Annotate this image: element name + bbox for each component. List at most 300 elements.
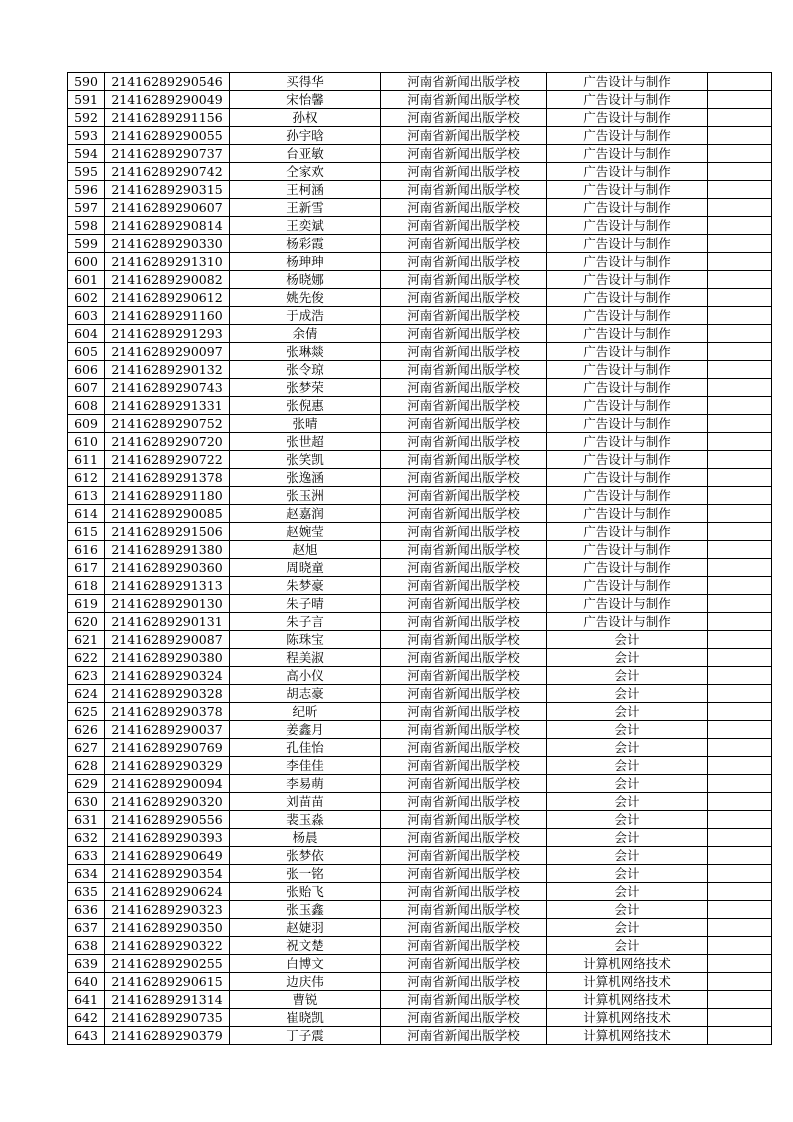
- row-number-cell: 593: [68, 127, 105, 145]
- exam-id-cell: 21416289291331: [105, 397, 230, 415]
- major-cell: 会计: [547, 667, 708, 685]
- empty-cell: [708, 703, 772, 721]
- table-row: [68, 703, 772, 721]
- empty-cell: [708, 721, 772, 739]
- major-cell: 会计: [547, 937, 708, 955]
- row-number-cell: 598: [68, 217, 105, 235]
- student-name-cell: 白博文: [230, 955, 381, 973]
- exam-id-cell: 21416289291506: [105, 523, 230, 541]
- school-cell: 河南省新闻出版学校: [381, 361, 547, 379]
- row-number-cell: 590: [68, 73, 105, 91]
- major-cell: 广告设计与制作: [547, 613, 708, 631]
- row-number-cell: 641: [68, 991, 105, 1009]
- exam-id-cell: 21416289290320: [105, 793, 230, 811]
- exam-id-cell: 21416289290094: [105, 775, 230, 793]
- empty-cell: [708, 1027, 772, 1045]
- exam-id-cell: 21416289290322: [105, 937, 230, 955]
- student-name-cell: 陈珠宝: [230, 631, 381, 649]
- row-number-cell: 614: [68, 505, 105, 523]
- exam-id-cell: 21416289291180: [105, 487, 230, 505]
- empty-cell: [708, 739, 772, 757]
- row-number-cell: 635: [68, 883, 105, 901]
- school-cell: 河南省新闻出版学校: [381, 595, 547, 613]
- major-cell: 广告设计与制作: [547, 235, 708, 253]
- exam-id-cell: 21416289290722: [105, 451, 230, 469]
- school-cell: 河南省新闻出版学校: [381, 883, 547, 901]
- student-name-cell: 张倪惠: [230, 397, 381, 415]
- student-name-cell: 余倩: [230, 325, 381, 343]
- student-name-cell: 孙权: [230, 109, 381, 127]
- school-cell: 河南省新闻出版学校: [381, 253, 547, 271]
- table-row: [68, 1009, 772, 1027]
- student-name-cell: 姜鑫月: [230, 721, 381, 739]
- table-row: [68, 289, 772, 307]
- school-cell: 河南省新闻出版学校: [381, 541, 547, 559]
- table-row: [68, 919, 772, 937]
- empty-cell: [708, 127, 772, 145]
- student-name-cell: 朱子言: [230, 613, 381, 631]
- school-cell: 河南省新闻出版学校: [381, 631, 547, 649]
- empty-cell: [708, 487, 772, 505]
- school-cell: 河南省新闻出版学校: [381, 973, 547, 991]
- table-row: [68, 181, 772, 199]
- student-name-cell: 张令琼: [230, 361, 381, 379]
- empty-cell: [708, 145, 772, 163]
- school-cell: 河南省新闻出版学校: [381, 1009, 547, 1027]
- row-number-cell: 616: [68, 541, 105, 559]
- exam-id-cell: 21416289290380: [105, 649, 230, 667]
- school-cell: 河南省新闻出版学校: [381, 289, 547, 307]
- school-cell: 河南省新闻出版学校: [381, 325, 547, 343]
- student-name-cell: 曹锐: [230, 991, 381, 1009]
- exam-id-cell: 21416289290324: [105, 667, 230, 685]
- table-row: [68, 451, 772, 469]
- student-name-cell: 杨晨: [230, 829, 381, 847]
- empty-cell: [708, 937, 772, 955]
- student-name-cell: 胡志豪: [230, 685, 381, 703]
- school-cell: 河南省新闻出版学校: [381, 271, 547, 289]
- row-number-cell: 637: [68, 919, 105, 937]
- table-row: [68, 595, 772, 613]
- table-row: [68, 667, 772, 685]
- row-number-cell: 602: [68, 289, 105, 307]
- major-cell: 会计: [547, 649, 708, 667]
- exam-id-cell: 21416289290607: [105, 199, 230, 217]
- empty-cell: [708, 271, 772, 289]
- table-row: [68, 91, 772, 109]
- row-number-cell: 638: [68, 937, 105, 955]
- empty-cell: [708, 199, 772, 217]
- major-cell: 计算机网络技术: [547, 955, 708, 973]
- exam-id-cell: 21416289290354: [105, 865, 230, 883]
- school-cell: 河南省新闻出版学校: [381, 721, 547, 739]
- school-cell: 河南省新闻出版学校: [381, 847, 547, 865]
- school-cell: 河南省新闻出版学校: [381, 685, 547, 703]
- empty-cell: [708, 883, 772, 901]
- empty-cell: [708, 847, 772, 865]
- exam-id-cell: 21416289290737: [105, 145, 230, 163]
- table-row: [68, 793, 772, 811]
- school-cell: 河南省新闻出版学校: [381, 73, 547, 91]
- major-cell: 广告设计与制作: [547, 451, 708, 469]
- school-cell: 河南省新闻出版学校: [381, 649, 547, 667]
- empty-cell: [708, 901, 772, 919]
- row-number-cell: 618: [68, 577, 105, 595]
- empty-cell: [708, 631, 772, 649]
- table-row: [68, 883, 772, 901]
- exam-id-cell: 21416289290615: [105, 973, 230, 991]
- school-cell: 河南省新闻出版学校: [381, 109, 547, 127]
- student-name-cell: 张笑凯: [230, 451, 381, 469]
- empty-cell: [708, 253, 772, 271]
- major-cell: 广告设计与制作: [547, 109, 708, 127]
- school-cell: 河南省新闻出版学校: [381, 865, 547, 883]
- row-number-cell: 625: [68, 703, 105, 721]
- empty-cell: [708, 397, 772, 415]
- table-row: [68, 649, 772, 667]
- row-number-cell: 591: [68, 91, 105, 109]
- major-cell: 广告设计与制作: [547, 343, 708, 361]
- major-cell: 广告设计与制作: [547, 505, 708, 523]
- row-number-cell: 599: [68, 235, 105, 253]
- table-row: [68, 613, 772, 631]
- table-row: [68, 73, 772, 91]
- table-row: [68, 955, 772, 973]
- major-cell: 广告设计与制作: [547, 325, 708, 343]
- student-name-cell: 崔晓凯: [230, 1009, 381, 1027]
- major-cell: 会计: [547, 901, 708, 919]
- row-number-cell: 600: [68, 253, 105, 271]
- student-name-cell: 李佳佳: [230, 757, 381, 775]
- row-number-cell: 617: [68, 559, 105, 577]
- exam-id-cell: 21416289291313: [105, 577, 230, 595]
- school-cell: 河南省新闻出版学校: [381, 577, 547, 595]
- major-cell: 广告设计与制作: [547, 289, 708, 307]
- empty-cell: [708, 163, 772, 181]
- student-name-cell: 王奕斌: [230, 217, 381, 235]
- table-row: [68, 757, 772, 775]
- school-cell: 河南省新闻出版学校: [381, 919, 547, 937]
- major-cell: 会计: [547, 829, 708, 847]
- school-cell: 河南省新闻出版学校: [381, 487, 547, 505]
- row-number-cell: 594: [68, 145, 105, 163]
- school-cell: 河南省新闻出版学校: [381, 397, 547, 415]
- student-name-cell: 张晴: [230, 415, 381, 433]
- table-row: [68, 739, 772, 757]
- row-number-cell: 592: [68, 109, 105, 127]
- student-name-cell: 丁子震: [230, 1027, 381, 1045]
- exam-id-cell: 21416289290329: [105, 757, 230, 775]
- major-cell: 会计: [547, 865, 708, 883]
- table-row: [68, 577, 772, 595]
- roster-table: [67, 72, 772, 1045]
- exam-id-cell: 21416289290624: [105, 883, 230, 901]
- major-cell: 计算机网络技术: [547, 973, 708, 991]
- exam-id-cell: 21416289290130: [105, 595, 230, 613]
- major-cell: 广告设计与制作: [547, 379, 708, 397]
- exam-id-cell: 21416289290315: [105, 181, 230, 199]
- student-name-cell: 买得华: [230, 73, 381, 91]
- exam-id-cell: 21416289290055: [105, 127, 230, 145]
- student-name-cell: 祝文楚: [230, 937, 381, 955]
- major-cell: 会计: [547, 703, 708, 721]
- empty-cell: [708, 811, 772, 829]
- row-number-cell: 603: [68, 307, 105, 325]
- empty-cell: [708, 325, 772, 343]
- school-cell: 河南省新闻出版学校: [381, 415, 547, 433]
- exam-id-cell: 21416289290350: [105, 919, 230, 937]
- row-number-cell: 601: [68, 271, 105, 289]
- table-row: [68, 541, 772, 559]
- student-name-cell: 张玉鑫: [230, 901, 381, 919]
- school-cell: 河南省新闻出版学校: [381, 163, 547, 181]
- exam-id-cell: 21416289290393: [105, 829, 230, 847]
- student-name-cell: 台亚敏: [230, 145, 381, 163]
- major-cell: 广告设计与制作: [547, 541, 708, 559]
- exam-id-cell: 21416289290556: [105, 811, 230, 829]
- table-row: [68, 775, 772, 793]
- student-name-cell: 仝家欢: [230, 163, 381, 181]
- school-cell: 河南省新闻出版学校: [381, 145, 547, 163]
- table-row: [68, 721, 772, 739]
- row-number-cell: 627: [68, 739, 105, 757]
- school-cell: 河南省新闻出版学校: [381, 91, 547, 109]
- row-number-cell: 609: [68, 415, 105, 433]
- row-number-cell: 611: [68, 451, 105, 469]
- empty-cell: [708, 235, 772, 253]
- exam-id-cell: 21416289290814: [105, 217, 230, 235]
- row-number-cell: 630: [68, 793, 105, 811]
- empty-cell: [708, 451, 772, 469]
- row-number-cell: 597: [68, 199, 105, 217]
- exam-id-cell: 21416289290131: [105, 613, 230, 631]
- major-cell: 广告设计与制作: [547, 523, 708, 541]
- empty-cell: [708, 667, 772, 685]
- exam-id-cell: 21416289290720: [105, 433, 230, 451]
- student-name-cell: 赵嘉润: [230, 505, 381, 523]
- row-number-cell: 613: [68, 487, 105, 505]
- school-cell: 河南省新闻出版学校: [381, 199, 547, 217]
- empty-cell: [708, 523, 772, 541]
- student-name-cell: 赵婕羽: [230, 919, 381, 937]
- empty-cell: [708, 1009, 772, 1027]
- table-row: [68, 973, 772, 991]
- empty-cell: [708, 91, 772, 109]
- table-row: [68, 235, 772, 253]
- exam-id-cell: 21416289290378: [105, 703, 230, 721]
- school-cell: 河南省新闻出版学校: [381, 127, 547, 145]
- table-row: [68, 145, 772, 163]
- student-name-cell: 赵婉莹: [230, 523, 381, 541]
- table-row: [68, 847, 772, 865]
- major-cell: 计算机网络技术: [547, 1027, 708, 1045]
- row-number-cell: 629: [68, 775, 105, 793]
- school-cell: 河南省新闻出版学校: [381, 775, 547, 793]
- row-number-cell: 634: [68, 865, 105, 883]
- major-cell: 广告设计与制作: [547, 361, 708, 379]
- empty-cell: [708, 973, 772, 991]
- table-row: [68, 937, 772, 955]
- exam-id-cell: 21416289290360: [105, 559, 230, 577]
- school-cell: 河南省新闻出版学校: [381, 811, 547, 829]
- school-cell: 河南省新闻出版学校: [381, 343, 547, 361]
- table-row: [68, 163, 772, 181]
- school-cell: 河南省新闻出版学校: [381, 667, 547, 685]
- empty-cell: [708, 577, 772, 595]
- row-number-cell: 643: [68, 1027, 105, 1045]
- major-cell: 会计: [547, 847, 708, 865]
- school-cell: 河南省新闻出版学校: [381, 217, 547, 235]
- major-cell: 广告设计与制作: [547, 199, 708, 217]
- major-cell: 广告设计与制作: [547, 433, 708, 451]
- major-cell: 广告设计与制作: [547, 487, 708, 505]
- student-name-cell: 高小仪: [230, 667, 381, 685]
- table-row: [68, 127, 772, 145]
- school-cell: 河南省新闻出版学校: [381, 757, 547, 775]
- empty-cell: [708, 343, 772, 361]
- major-cell: 广告设计与制作: [547, 271, 708, 289]
- major-cell: 会计: [547, 919, 708, 937]
- student-name-cell: 王柯涵: [230, 181, 381, 199]
- school-cell: 河南省新闻出版学校: [381, 505, 547, 523]
- major-cell: 广告设计与制作: [547, 91, 708, 109]
- empty-cell: [708, 955, 772, 973]
- student-name-cell: 孙宇晗: [230, 127, 381, 145]
- table-row: [68, 343, 772, 361]
- exam-id-cell: 21416289290328: [105, 685, 230, 703]
- empty-cell: [708, 217, 772, 235]
- exam-id-cell: 21416289290097: [105, 343, 230, 361]
- table-row: [68, 901, 772, 919]
- row-number-cell: 632: [68, 829, 105, 847]
- row-number-cell: 639: [68, 955, 105, 973]
- table-row: [68, 505, 772, 523]
- school-cell: 河南省新闻出版学校: [381, 901, 547, 919]
- exam-id-cell: 21416289291314: [105, 991, 230, 1009]
- empty-cell: [708, 559, 772, 577]
- major-cell: 广告设计与制作: [547, 253, 708, 271]
- empty-cell: [708, 109, 772, 127]
- table-row: [68, 1027, 772, 1045]
- table-row: [68, 559, 772, 577]
- school-cell: 河南省新闻出版学校: [381, 451, 547, 469]
- empty-cell: [708, 775, 772, 793]
- row-number-cell: 612: [68, 469, 105, 487]
- major-cell: 广告设计与制作: [547, 217, 708, 235]
- table-row: [68, 109, 772, 127]
- table-row: [68, 469, 772, 487]
- student-name-cell: 张梦荣: [230, 379, 381, 397]
- student-name-cell: 孔佳怡: [230, 739, 381, 757]
- major-cell: 广告设计与制作: [547, 469, 708, 487]
- table-row: [68, 415, 772, 433]
- student-name-cell: 张世超: [230, 433, 381, 451]
- major-cell: 会计: [547, 739, 708, 757]
- table-row: [68, 865, 772, 883]
- row-number-cell: 628: [68, 757, 105, 775]
- table-row: [68, 433, 772, 451]
- exam-id-cell: 21416289291160: [105, 307, 230, 325]
- empty-cell: [708, 73, 772, 91]
- table-row: [68, 829, 772, 847]
- student-name-cell: 程美淑: [230, 649, 381, 667]
- student-name-cell: 张逸涵: [230, 469, 381, 487]
- row-number-cell: 623: [68, 667, 105, 685]
- major-cell: 会计: [547, 811, 708, 829]
- row-number-cell: 608: [68, 397, 105, 415]
- student-name-cell: 张琳燚: [230, 343, 381, 361]
- row-number-cell: 619: [68, 595, 105, 613]
- school-cell: 河南省新闻出版学校: [381, 307, 547, 325]
- school-cell: 河南省新闻出版学校: [381, 433, 547, 451]
- school-cell: 河南省新闻出版学校: [381, 955, 547, 973]
- student-name-cell: 张梦依: [230, 847, 381, 865]
- row-number-cell: 640: [68, 973, 105, 991]
- table-row: [68, 523, 772, 541]
- table-row: [68, 325, 772, 343]
- empty-cell: [708, 379, 772, 397]
- row-number-cell: 642: [68, 1009, 105, 1027]
- empty-cell: [708, 505, 772, 523]
- table-row: [68, 217, 772, 235]
- major-cell: 计算机网络技术: [547, 1009, 708, 1027]
- exam-id-cell: 21416289290649: [105, 847, 230, 865]
- school-cell: 河南省新闻出版学校: [381, 523, 547, 541]
- major-cell: 会计: [547, 883, 708, 901]
- major-cell: 会计: [547, 793, 708, 811]
- major-cell: 广告设计与制作: [547, 577, 708, 595]
- table-row: [68, 271, 772, 289]
- exam-id-cell: 21416289290255: [105, 955, 230, 973]
- major-cell: 广告设计与制作: [547, 415, 708, 433]
- row-number-cell: 626: [68, 721, 105, 739]
- major-cell: 广告设计与制作: [547, 163, 708, 181]
- empty-cell: [708, 613, 772, 631]
- row-number-cell: 620: [68, 613, 105, 631]
- student-name-cell: 边庆伟: [230, 973, 381, 991]
- row-number-cell: 636: [68, 901, 105, 919]
- exam-id-cell: 21416289291310: [105, 253, 230, 271]
- row-number-cell: 631: [68, 811, 105, 829]
- student-name-cell: 杨珅珅: [230, 253, 381, 271]
- empty-cell: [708, 433, 772, 451]
- empty-cell: [708, 865, 772, 883]
- major-cell: 会计: [547, 631, 708, 649]
- row-number-cell: 604: [68, 325, 105, 343]
- student-name-cell: 李易萌: [230, 775, 381, 793]
- school-cell: 河南省新闻出版学校: [381, 829, 547, 847]
- student-name-cell: 张一铭: [230, 865, 381, 883]
- major-cell: 广告设计与制作: [547, 559, 708, 577]
- school-cell: 河南省新闻出版学校: [381, 235, 547, 253]
- empty-cell: [708, 595, 772, 613]
- empty-cell: [708, 793, 772, 811]
- exam-id-cell: 21416289290087: [105, 631, 230, 649]
- row-number-cell: 605: [68, 343, 105, 361]
- table-row: [68, 361, 772, 379]
- table-row: [68, 991, 772, 1009]
- row-number-cell: 624: [68, 685, 105, 703]
- student-name-cell: 姚先俊: [230, 289, 381, 307]
- student-name-cell: 张贻飞: [230, 883, 381, 901]
- roster-body: [68, 73, 772, 1045]
- exam-id-cell: 21416289290132: [105, 361, 230, 379]
- row-number-cell: 610: [68, 433, 105, 451]
- exam-id-cell: 21416289291156: [105, 109, 230, 127]
- school-cell: 河南省新闻出版学校: [381, 379, 547, 397]
- exam-id-cell: 21416289291380: [105, 541, 230, 559]
- row-number-cell: 621: [68, 631, 105, 649]
